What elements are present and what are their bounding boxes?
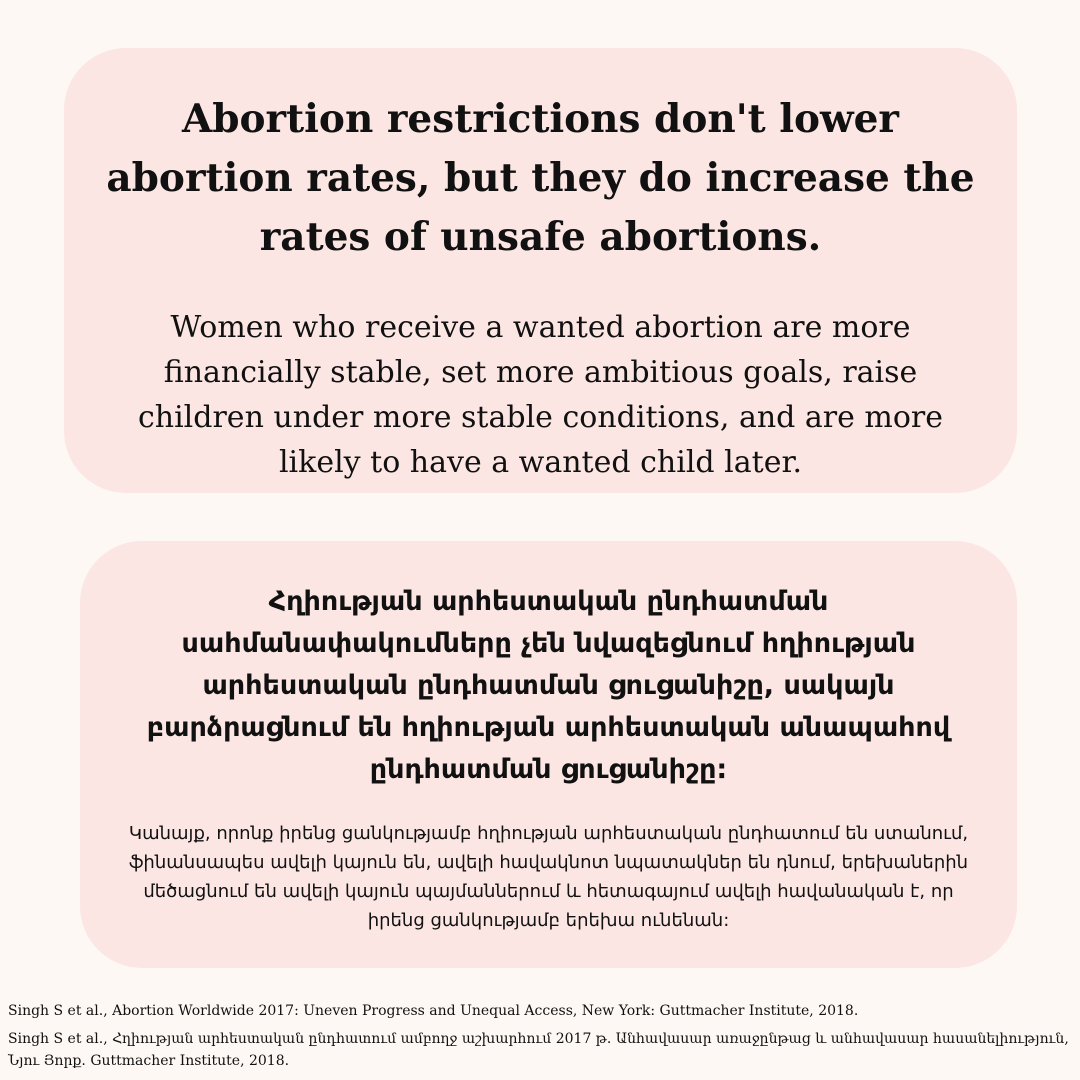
- english-body-text: Women who receive a wanted abortion are more financially stable, set more ambitious goals, raise children under more stable conditions, and are more likely to have a wanted child later.: [137, 310, 944, 480]
- armenian-card: [80, 541, 1017, 968]
- citation-armenian: Singh S et al., Հղիության արհեստական ընդհատում ամբողջ աշխարհում 2017 թ. Անհավասար առաջընթաց և անհավասար հասանելիություն, Նյու Յորք. Guttmacher Institute, 2018.: [8, 1031, 1069, 1069]
- english-headline: Abortion restrictions don't lower abortion rates, but they do increase the rates of unsafe abortions.: [106, 96, 975, 260]
- armenian-headline: Հղիության արհեստական ընդհատման սահմանափակումները չեն նվազեցնում հղիության արհեստական ընդհատման ցուցանիշը, սակայն բարձրացնում են հղիության արհեստական անապահով ընդհատման ցուցանիշը:: [146, 586, 951, 785]
- armenian-body-text: Կանայք, որոնք իրենց ցանկությամբ հղիության արհեստական ընդհատում են ստանում, ֆինանսապես ավելի կայուն են, ավելի հավակնոտ նպատակներ են դնում, երեխաներին մեծացնում են ավելի կայուն պայմաններում և հետագայում ավելի հավանական է, որ իրենց ցանկությամբ երեխա ունենան:: [128, 823, 969, 931]
- citation-english: Singh S et al., Abortion Worldwide 2017: Uneven Progress and Unequal Access, New York: Guttmacher Institute, 2018.: [8, 1003, 859, 1019]
- citations: [8, 1000, 1072, 1072]
- english-card: [64, 48, 1017, 493]
